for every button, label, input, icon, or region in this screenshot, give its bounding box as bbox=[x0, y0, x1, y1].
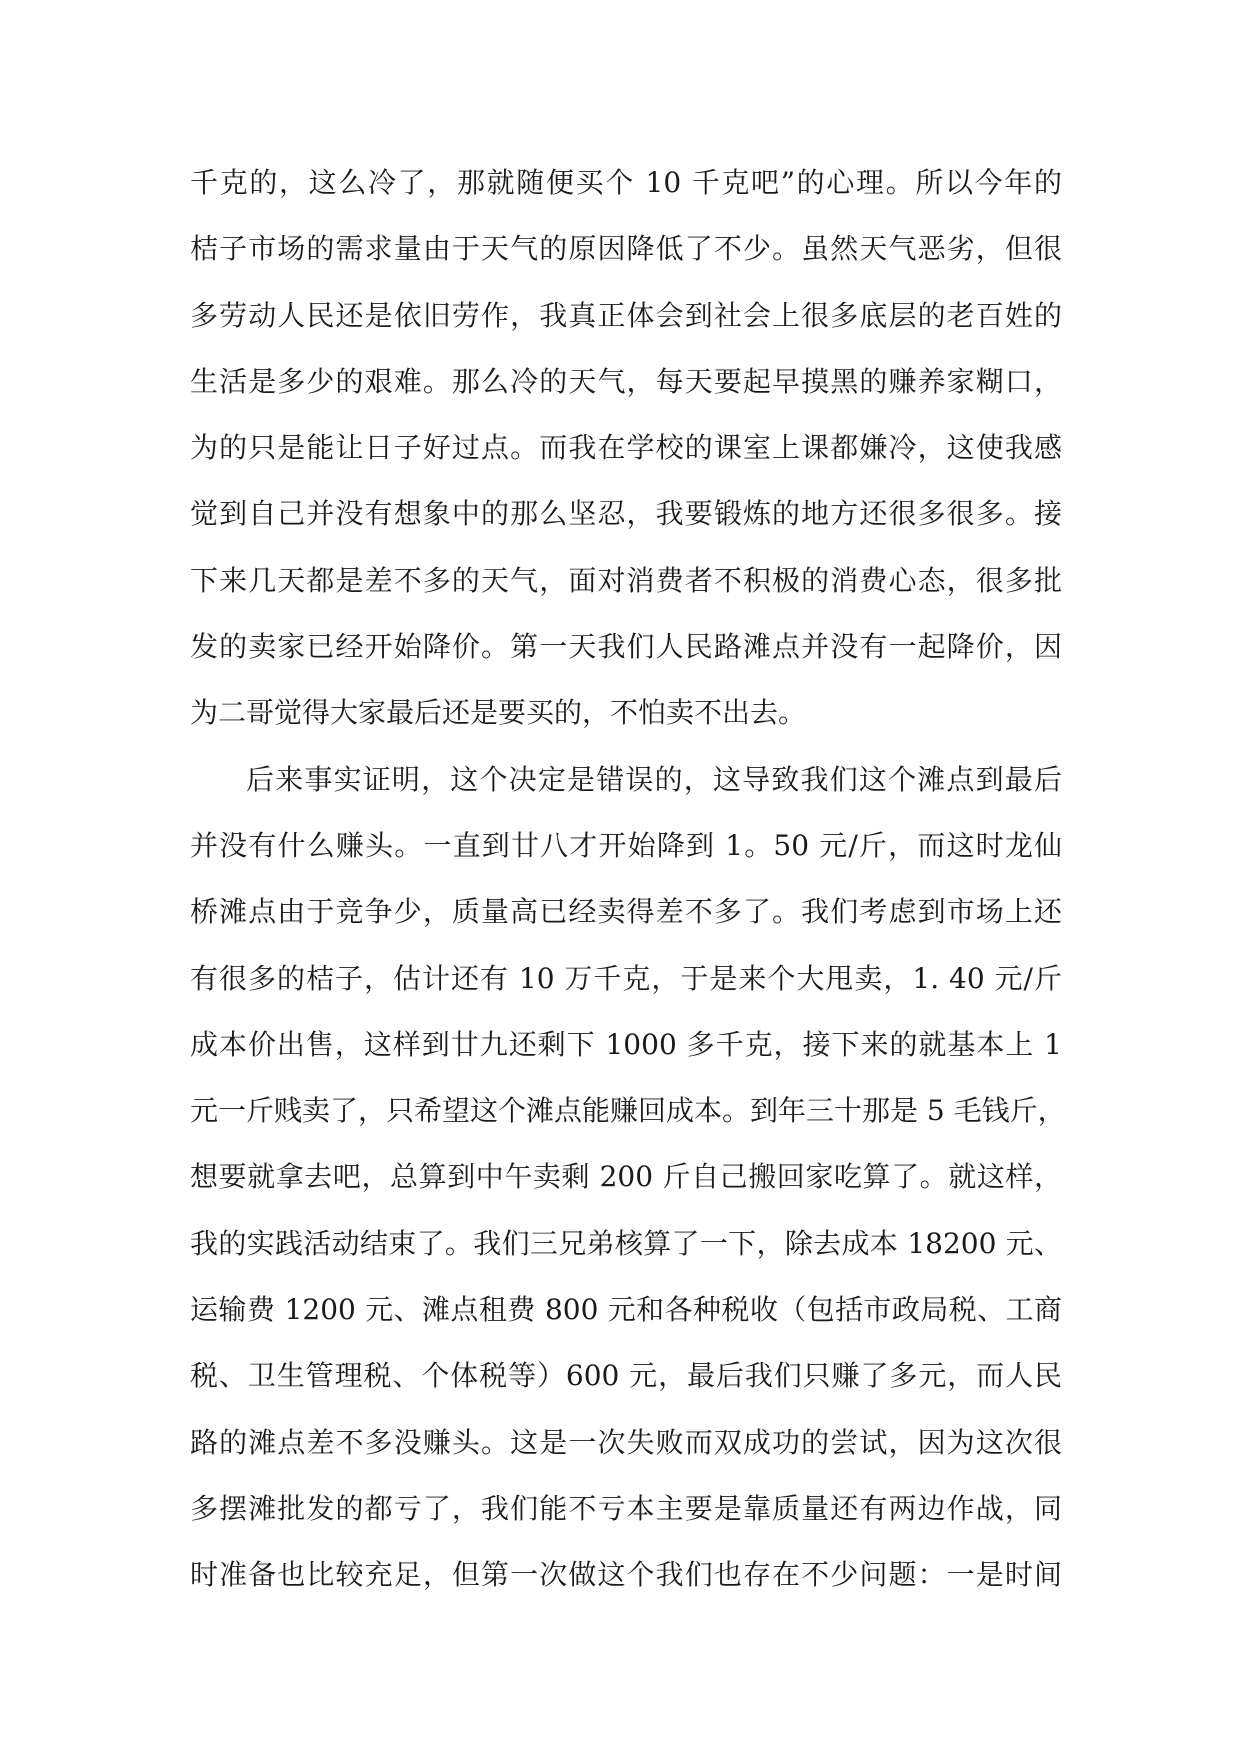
text-line: 桔子市场的需求量由于天气的原因降低了不少。虽然天气恶劣，但很 bbox=[190, 232, 1062, 266]
text-line: 想要就拿去吧，总算到中午卖剩 200 斤自己搬回家吃算了。就这样， bbox=[190, 1160, 1062, 1194]
body-text bbox=[190, 158, 1066, 1617]
text-line: 下来几天都是差不多的天气，面对消费者不积极的消费心态，很多批 bbox=[190, 563, 1062, 597]
text-line: 为的只是能让日子好过点。而我在学校的课室上课都嫌冷，这使我感 bbox=[190, 431, 1062, 465]
text-line: 并没有什么赚头。一直到廿八才开始降到 1。50 元/斤，而这时龙仙 bbox=[190, 828, 1062, 862]
text-line: 税、卫生管理税、个体税等）600 元，最后我们只赚了多元，而人民 bbox=[190, 1359, 1062, 1393]
text-line: 桥滩点由于竞争少，质量高已经卖得差不多了。我们考虑到市场上还 bbox=[190, 895, 1062, 929]
text-line: 生活是多少的艰难。那么冷的天气，每天要起早摸黑的赚养家糊口， bbox=[190, 364, 1062, 398]
text-line: 时准备也比较充足，但第一次做这个我们也存在不少问题：一是时间 bbox=[190, 1558, 1062, 1592]
text-line: 千克的，这么冷了，那就随便买个 10 千克吧”的心理。所以今年的 bbox=[190, 166, 1062, 199]
paragraph-2 bbox=[190, 755, 1066, 1617]
text-line: 运输费 1200 元、滩点租费 800 元和各种税收（包括市政局税、工商 bbox=[190, 1293, 1062, 1327]
text-line: 元一斤贱卖了，只希望这个滩点能赚回成本。到年三十那是 5 毛钱斤， bbox=[190, 1094, 1066, 1128]
text-line: 多劳动人民还是依旧劳作，我真正体会到社会上很多底层的老百姓的 bbox=[190, 298, 1062, 332]
text-line: 有很多的桔子，估计还有 10 万千克，于是来个大甩卖，1. 40 元/斤 bbox=[190, 961, 1062, 995]
text-line: 我的实践活动结束了。我们三兄弟核算了一下，除去成本 18200 元、 bbox=[190, 1226, 1062, 1260]
text-line: 多摆滩批发的都亏了，我们能不亏本主要是靠质量还有两边作战，同 bbox=[190, 1491, 1062, 1525]
text-line: 发的卖家已经开始降价。第一天我们人民路滩点并没有一起降价，因 bbox=[190, 630, 1062, 664]
text-line: 为二哥觉得大家最后还是要买的，不怕卖不出去。 bbox=[190, 696, 807, 730]
text-line: 觉到自己并没有想象中的那么坚忍，我要锻炼的地方还很多很多。接 bbox=[190, 497, 1062, 531]
text-line: 路的滩点差不多没赚头。这是一次失败而双成功的尝试，因为这次很 bbox=[190, 1425, 1062, 1459]
text-line: 成本价出售，这样到廿九还剩下 1000 多千克，接下来的就基本上 1 bbox=[190, 1027, 1062, 1061]
text-line: 后来事实证明，这个决定是错误的，这导致我们这个滩点到最后 bbox=[246, 762, 1062, 796]
paragraph-1 bbox=[190, 158, 1062, 755]
